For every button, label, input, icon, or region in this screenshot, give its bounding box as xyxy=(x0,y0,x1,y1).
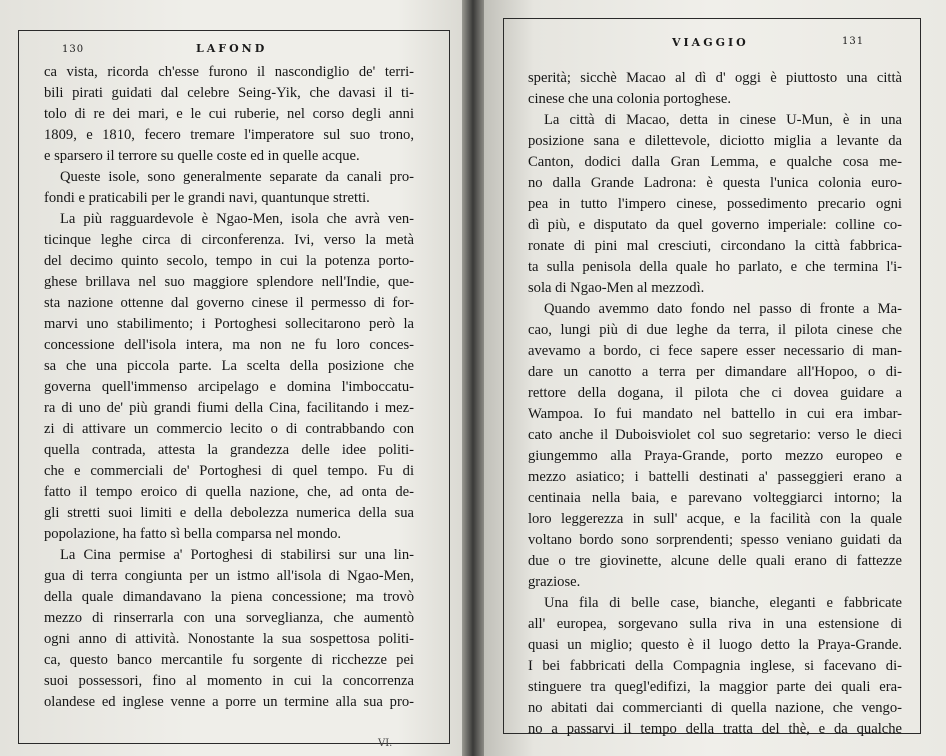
text-line: Queste isole, sono generalmente separate da canali pro- xyxy=(60,169,414,185)
text-line: 1809, e 1810, fecero tremare l'imperatore sul suo trono, xyxy=(44,127,414,143)
text-line: ghese brillava nel suo maggiore splendore nell'Indie, que- xyxy=(44,274,414,290)
text-line: all' europea, sorgevano sulla riva in una estensione di xyxy=(528,616,902,632)
text-line: ca, questo banco mercantile fu sorgente di ricchezze pei xyxy=(44,652,414,668)
left-running-head: LAFOND xyxy=(196,42,268,55)
text-line: cato anche il Duboisviolet col suo segretario: verso le dieci xyxy=(528,427,902,443)
text-line: ta sulla penisola della quale ho parlato, e che termina l'i- xyxy=(528,259,902,275)
text-line: dare un canotto a terra per dimandare all'Hopoo, o di- xyxy=(528,364,902,380)
right-page-body xyxy=(528,68,902,740)
text-line: mezzo di rinserrarla con una sorveglianza, che aumentò xyxy=(44,610,414,626)
text-line: popolazione, ha fatto sì bella comparsa nel mondo. xyxy=(44,526,342,542)
text-line: Una fila di belle case, bianche, eleganti e fabbricate xyxy=(544,595,902,611)
text-line: mezzo asiatico; i battelli destinati a' passeggieri erano a xyxy=(528,469,902,485)
text-line: La più ragguardevole è Ngao-Men, isola che avrà ven- xyxy=(60,211,414,227)
text-line: sta nazione ottenne dal governo cinese il permesso di for- xyxy=(44,295,414,311)
book-gutter xyxy=(462,0,484,756)
text-line: quasi un miglio; questo è il luogo detto la Praya-Grande. xyxy=(528,637,902,653)
text-line: ogni anno di attività. Nonostante la sua sospettosa politi- xyxy=(44,631,414,647)
text-line: voltano bordo sono sorprendenti; spesso veniano guidati da xyxy=(528,532,902,548)
text-line: suoi possessori, fino al momento in cui la concorrenza xyxy=(44,673,414,689)
text-line: fondi e praticabili per le grandi navi, quantunque stretti. xyxy=(44,190,370,206)
text-line: quella contrada, attesta la grandezza delle idee politi- xyxy=(44,442,414,458)
text-line: marvi uno stabilimento; i Portoghesi sollecitarono però la xyxy=(44,316,414,332)
text-line: che e commerciali de' Portoghesi di quel tempo. Fu di xyxy=(44,463,414,479)
text-line: due o tre giovinette, alcune delle quali erano di fattezze xyxy=(528,553,902,569)
text-line: concessione dell'isola intera, ma non ne fu loro conces- xyxy=(44,337,414,353)
text-line: centinaia nella baia, e parevano volteggiarci intorno; la xyxy=(528,490,902,506)
text-line: fatto il tempo eroico di quella nazione, che, ad onta de- xyxy=(44,484,414,500)
text-line: bili pirati guidati dal celebre Seing-Yik, che davasi il ti- xyxy=(44,85,414,101)
text-line: olandese ed inglese venne a porre un termine alla sua pro- xyxy=(44,694,414,710)
text-line: stinguere tra quegl'edifizi, la maggior parte dei quali era- xyxy=(528,679,902,695)
text-line: ronate di pini mal cresciuti, circondano la città fabbrica- xyxy=(528,238,902,254)
text-line: sola di Ngao-Men al mezzodì. xyxy=(528,280,705,296)
text-line: del decimo quinto secolo, tempo in cui la potenza porto- xyxy=(44,253,414,269)
left-page-body xyxy=(44,62,414,713)
text-line: gli stretti suoi limiti e della debolezza numerica della sua xyxy=(44,505,414,521)
text-line: e sparsero il terrore su quelle coste ed in quelle acque. xyxy=(44,148,360,164)
text-line: La Cina permise a' Portoghesi di stabilirsi sur una lin- xyxy=(60,547,414,563)
left-footer-mark: VI. xyxy=(378,738,393,749)
text-line: ticinque leghe circa di circonferenza. Ivi, verso la metà xyxy=(44,232,414,248)
text-line: I bei fabbricati della Compagnia inglese, si facevano di- xyxy=(528,658,902,674)
text-line: sperità; sicchè Macao al dì d' oggi è piuttosto una città xyxy=(528,70,902,86)
right-running-head: VIAGGIO xyxy=(672,36,749,49)
text-line: dì più, e disputato da quel governo imperiale: colline co- xyxy=(528,217,902,233)
text-line: pea in tutto l'impero cinese, possedimento precario ogni xyxy=(528,196,902,212)
text-line: Canton, dodici dalla Gran Lemma, e qualche cosa me- xyxy=(528,154,902,170)
text-line: Wampoa. Io fui mandato nel battello in cui era imbar- xyxy=(528,406,902,422)
text-line: della quale dimandavano la piena concessione; ma trovò xyxy=(44,589,414,605)
left-page-number: 130 xyxy=(62,44,85,55)
text-line: posizione sana e dilettevole, diciotto miglia a levante da xyxy=(528,133,902,149)
text-line: Quando avemmo dato fondo nel passo di fronte a Ma- xyxy=(544,301,902,317)
text-line: gua di terra congiunta per un istmo all'isola di Ngao-Men, xyxy=(44,568,414,584)
text-line: governa quell'immenso arcipelago e domina l'imboccatu- xyxy=(44,379,414,395)
right-page-number: 131 xyxy=(842,36,865,47)
text-line: ca vista, ricorda ch'esse furono il nascondiglio de' terri- xyxy=(44,64,414,80)
text-line: La città di Macao, detta in cinese U-Mun, è in una xyxy=(544,112,902,128)
text-line: sa che una piccola parte. La scelta della posizione che xyxy=(44,358,414,374)
text-line: cinese che una colonia portoghese. xyxy=(528,91,732,107)
text-line: rettore della dogana, il pilota che ci dovea guidare a xyxy=(528,385,902,401)
text-line: loro leggerezza in sull' acque, e la facilità con la quale xyxy=(528,511,902,527)
text-line: cao, lungi più di due leghe da terra, il pilota cinese che xyxy=(528,322,902,338)
text-line: tolo di re dei mari, e le cui ruberie, nel corso degli anni xyxy=(44,106,414,122)
text-line: giungemmo alla Praya-Grande, porto mezzo europeo e xyxy=(528,448,902,464)
text-line: zi di attivare un commercio lecito o di contrabbando con xyxy=(44,421,414,437)
text-line: avevamo a bordo, ci fece sapere esser necessario di man- xyxy=(528,343,902,359)
text-line: ra di uno de' più grandi fiumi della Cina, facilitando i mez- xyxy=(44,400,414,416)
text-line: no dalla Grande Ladrona: è questa l'unica colonia euro- xyxy=(528,175,902,191)
text-line: no abitati dai commercianti di quella nazione, che vengo- xyxy=(528,700,902,716)
text-line: graziose. xyxy=(528,574,581,590)
text-line: no a passarvi il tempo della tratta del thè, e da qualche xyxy=(528,721,902,737)
